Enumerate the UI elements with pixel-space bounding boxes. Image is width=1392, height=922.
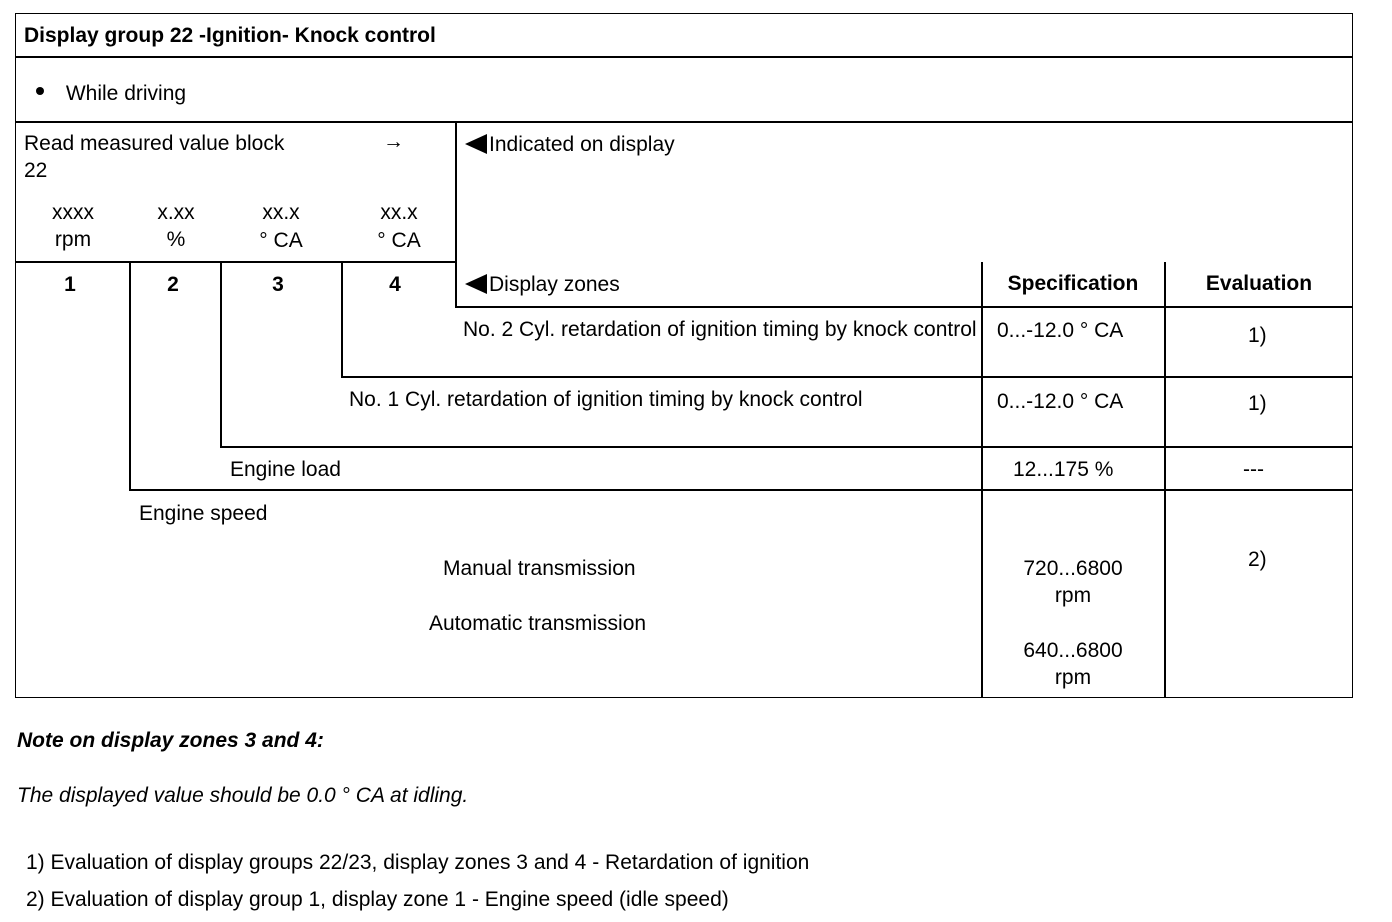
zone-1-description: Engine speed (139, 502, 268, 525)
note-text: The displayed value should be 0.0 ° CA at idling. (17, 784, 469, 807)
field-4-unit: ° CA (377, 229, 421, 252)
zone-2-description: Engine load (230, 458, 341, 481)
field-3-unit: ° CA (259, 229, 303, 252)
triangle-left-icon (465, 274, 487, 294)
read-label: Read measured value block (24, 132, 285, 155)
field-2-unit: % (166, 228, 186, 251)
evaluation-header: Evaluation (1205, 272, 1313, 295)
zone-3-specification: 0...-12.0 ° CA (997, 390, 1124, 413)
block-number: 22 (24, 159, 48, 182)
automatic-specification: 640...6800 (1023, 639, 1123, 662)
zone-4-description: No. 2 Cyl. retardation of ignition timing by knock control (463, 318, 977, 341)
automatic-transmission-label: Automatic transmission (429, 612, 647, 635)
note-heading: Note on display zones 3 and 4: (17, 729, 324, 752)
zone-number-1: 1 (64, 273, 76, 296)
display-zones-label: Display zones (489, 273, 620, 296)
manual-specification-unit: rpm (1054, 584, 1092, 607)
zone-4-specification: 0...-12.0 ° CA (997, 319, 1124, 342)
zone-number-2: 2 (167, 273, 179, 296)
page-title: Display group 22 -Ignition- Knock control (24, 24, 436, 47)
field-1-value: xxxx (52, 201, 94, 224)
specification-header: Specification (1007, 272, 1139, 295)
manual-specification: 720...6800 (1023, 557, 1123, 580)
triangle-left-icon (465, 134, 487, 154)
zone-1-evaluation: 2) (1248, 548, 1267, 571)
zone-number-4: 4 (389, 273, 401, 296)
right-arrow-icon: → (383, 130, 404, 153)
bullet-icon (36, 87, 44, 95)
zone-number-3: 3 (272, 273, 284, 296)
condition-text: While driving (65, 82, 187, 105)
zone-3-description: No. 1 Cyl. retardation of ignition timing by knock control (349, 388, 863, 411)
field-1-unit: rpm (54, 228, 92, 251)
indicated-label: Indicated on display (489, 133, 675, 156)
condition-row (36, 80, 186, 107)
zone-4-evaluation: 1) (1248, 324, 1267, 347)
indicated-on-display (465, 131, 675, 158)
manual-transmission-label: Manual transmission (443, 557, 636, 580)
zone-3-evaluation: 1) (1248, 392, 1267, 415)
field-3-value: xx.x (262, 201, 300, 224)
display-zones-header (465, 271, 620, 298)
field-2-value: x.xx (157, 201, 195, 224)
zone-2-evaluation: --- (1243, 458, 1264, 481)
footnote-1: 1) Evaluation of display groups 22/23, display zones 3 and 4 - Retardation of ignition (26, 851, 810, 874)
zone-2-specification: 12...175 % (1013, 458, 1114, 481)
automatic-specification-unit: rpm (1054, 666, 1092, 689)
footnote-2: 2) Evaluation of display group 1, display zone 1 - Engine speed (idle speed) (26, 888, 729, 911)
field-4-value: xx.x (380, 201, 418, 224)
